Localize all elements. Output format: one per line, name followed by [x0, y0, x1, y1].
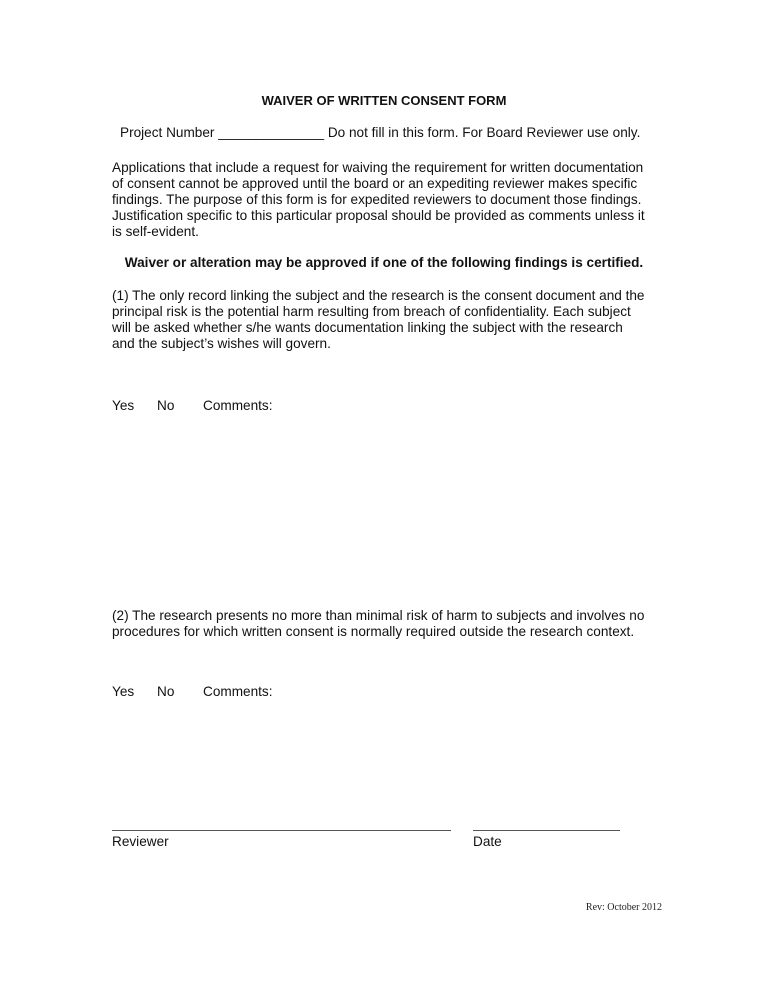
- finding-line: procedures for which written consent is normally required outside the research context.: [112, 624, 635, 639]
- comments-label: Comments:: [203, 398, 273, 413]
- intro-line: of consent cannot be approved until the board or an expediting reviewer makes specific: [112, 176, 638, 191]
- reviewer-signature-line[interactable]: [112, 830, 451, 831]
- intro-line: Applications that include a request for waiving the requirement for written documentation: [112, 160, 644, 175]
- finding-line: and the subject’s wishes will govern.: [112, 336, 331, 351]
- intro-line: is self-evident.: [112, 224, 199, 239]
- subheading: Waiver or alteration may be approved if one of the following findings is certified.: [124, 255, 644, 270]
- finding-line: principal risk is the potential harm resulting from breach of confidentiality. Each subject: [112, 304, 631, 319]
- yes-option[interactable]: Yes: [112, 684, 135, 699]
- yes-option[interactable]: Yes: [112, 398, 135, 413]
- form-title: WAIVER OF WRITTEN CONSENT FORM: [261, 93, 507, 108]
- revision-note: Rev: October 2012: [585, 902, 662, 913]
- project-number-line: Project Number ______________ Do not fill in this form. For Board Reviewer use only.: [120, 125, 641, 140]
- finding-line: (2) The research presents no more than minimal risk of harm to subjects and involves no: [112, 608, 645, 623]
- no-option[interactable]: No: [157, 684, 175, 699]
- no-option[interactable]: No: [157, 398, 175, 413]
- finding-line: (1) The only record linking the subject and the research is the consent document and the: [112, 288, 645, 303]
- intro-line: findings. The purpose of this form is for expedited reviewers to document those findings.: [112, 192, 642, 207]
- finding-line: will be asked whether s/he wants documentation linking the subject with the research: [112, 320, 623, 335]
- comments-label: Comments:: [203, 684, 273, 699]
- intro-line: Justification specific to this particular proposal should be provided as comments unless it: [112, 208, 645, 223]
- reviewer-label: Reviewer: [112, 834, 169, 849]
- date-label: Date: [473, 834, 502, 849]
- date-signature-line[interactable]: [473, 830, 620, 831]
